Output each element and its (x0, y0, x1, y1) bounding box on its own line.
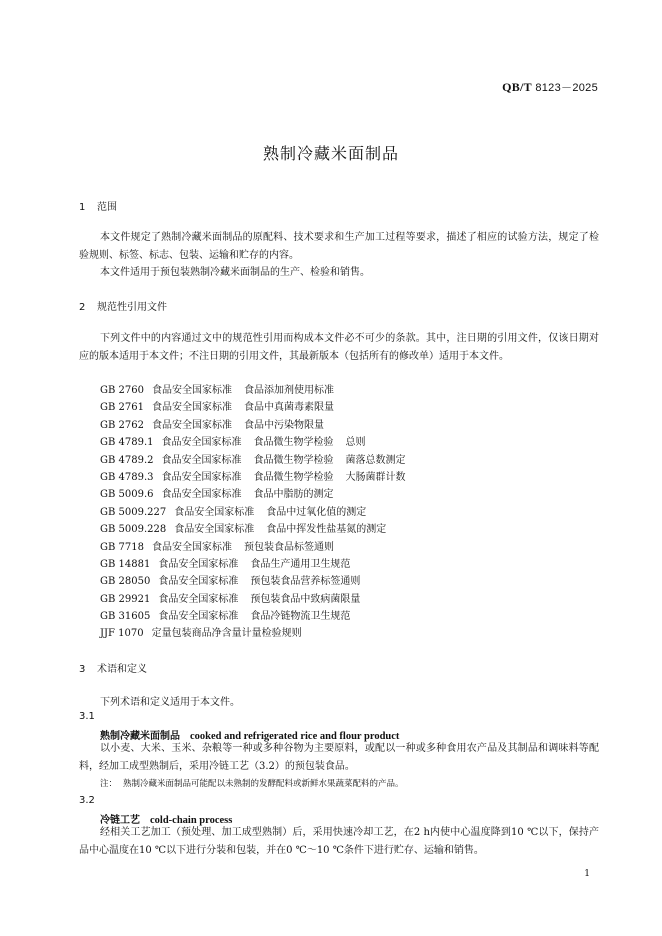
reference-code: GB 5009.228 (100, 524, 167, 536)
document-title: 熟制冷藏米面制品 (262, 144, 399, 163)
reference-item (100, 399, 406, 416)
reference-code: GB 2761 (100, 402, 144, 414)
reference-title-1: 食品安全国家标准 (161, 437, 242, 449)
reference-code: GB 7718 (100, 541, 144, 553)
reference-code: GB 31605 (100, 611, 151, 623)
reference-title-1: 食品安全国家标准 (174, 506, 255, 518)
term-3-2-number: 3.2 (79, 795, 95, 806)
reference-title-1: 定量包装商品净含量计量检验规则 (151, 628, 302, 640)
section-3-heading (79, 660, 147, 675)
reference-item (100, 504, 406, 521)
reference-title-2: 食品中污染物限量 (243, 419, 324, 431)
reference-title-3: 菌落总数测定 (345, 454, 406, 466)
reference-item (100, 556, 406, 573)
section-1-title: 范围 (97, 202, 117, 213)
standard-code: 8123－2025 (535, 82, 598, 94)
normative-reference-list (100, 382, 406, 643)
reference-title-2: 食品中挥发性盐基氮的测定 (266, 524, 387, 536)
reference-code: GB 5009.6 (100, 489, 154, 501)
term-3-2-english: cold-chain process (150, 815, 233, 826)
reference-item (100, 625, 406, 642)
reference-title-2: 食品添加剂使用标准 (243, 385, 334, 396)
term-3-1-english: cooked and refrigerated rice and flour product (190, 731, 400, 742)
reference-title-1: 食品安全国家标准 (151, 419, 232, 431)
term-3-2-definition: 经相关工艺加工（预处理、加工成型熟制）后，采用快速冷却工艺，在2 h内使中心温度降到10 ℃以下，保持产品中心温度在10 ℃以下进行分装和包装，并在0 ℃～10 ℃条件下进行贮存、运输和销售。 (79, 827, 599, 856)
reference-item (100, 521, 406, 538)
page-number: 1 (584, 869, 590, 879)
reference-title-1: 食品安全国家标准 (158, 593, 239, 605)
reference-code: GB 4789.3 (100, 471, 154, 483)
reference-item (100, 573, 406, 590)
reference-title-2: 食品生产通用卫生规范 (250, 558, 351, 570)
reference-title-2: 预包装食品标签通则 (243, 541, 334, 553)
reference-item (100, 382, 406, 399)
reference-item (100, 434, 406, 451)
section-1-paragraph-2: 本文件适用于预包装熟制冷藏米面制品的生产、检验和销售。 (100, 267, 370, 278)
reference-code: GB 14881 (100, 558, 151, 570)
reference-title-2: 食品中过氧化值的测定 (266, 506, 367, 518)
reference-item (100, 539, 406, 556)
standard-prefix: QB/T (502, 80, 532, 94)
note-label: 注： (100, 779, 118, 789)
reference-code: GB 2760 (100, 385, 144, 396)
reference-code: GB 4789.2 (100, 454, 154, 466)
reference-code: GB 2762 (100, 419, 144, 431)
reference-item (100, 608, 406, 625)
reference-code: GB 4789.1 (100, 437, 154, 449)
term-3-1-number: 3.1 (79, 711, 95, 722)
reference-title-1: 食品安全国家标准 (151, 541, 232, 553)
term-3-2-chinese: 冷链工艺 (100, 815, 140, 826)
section-1-number: 1 (79, 202, 86, 213)
reference-title-1: 食品安全国家标准 (161, 454, 242, 466)
reference-title-3: 大肠菌群计数 (345, 471, 406, 483)
reference-title-1: 食品安全国家标准 (151, 385, 232, 396)
reference-title-2: 食品中真菌毒素限量 (243, 402, 334, 414)
reference-title-2: 预包装食品中致病菌限量 (250, 593, 361, 605)
reference-item (100, 417, 406, 434)
section-2-title: 规范性引用文件 (97, 302, 167, 313)
reference-title-1: 食品安全国家标准 (161, 471, 242, 483)
section-1-heading (79, 198, 117, 213)
reference-item (100, 591, 406, 608)
section-3-title: 术语和定义 (97, 664, 147, 675)
reference-title-1: 食品安全国家标准 (174, 524, 255, 536)
reference-item (100, 452, 406, 469)
reference-title-2: 食品中脂肪的测定 (253, 489, 334, 501)
section-2-heading (79, 298, 167, 313)
reference-code: GB 29921 (100, 593, 151, 605)
reference-code: JJF 1070 (100, 628, 144, 640)
reference-title-2: 食品微生物学检验 (253, 471, 334, 483)
standard-number (502, 79, 598, 95)
reference-title-1: 食品安全国家标准 (161, 489, 242, 501)
reference-title-1: 食品安全国家标准 (158, 611, 239, 623)
reference-title-3: 总则 (345, 437, 366, 449)
term-3-1-chinese: 熟制冷藏米面制品 (100, 731, 180, 742)
reference-title-1: 食品安全国家标准 (158, 576, 239, 588)
note-text: 熟制冷藏米面制品可能配以未熟制的发酵配料或新鲜水果蔬菜配料的产品。 (123, 779, 404, 789)
reference-title-2: 食品微生物学检验 (253, 437, 334, 449)
section-1-paragraph-1: 本文件规定了熟制冷藏米面制品的原配料、技术要求和生产加工过程等要求，描述了相应的试验方法，规定了检验规则、标签、标志、包装、运输和贮存的内容。 (79, 232, 599, 261)
reference-title-1: 食品安全国家标准 (151, 402, 232, 414)
section-3-number: 3 (79, 664, 86, 675)
section-2-paragraph-1: 下列文件中的内容通过文中的规范性引用而构成本文件必不可少的条款。其中，注日期的引用文件，仅该日期对应的版本适用于本文件；不注日期的引用文件，其最新版本（包括所有的修改单）适用于本文件。 (79, 333, 599, 362)
reference-title-2: 食品冷链物流卫生规范 (250, 611, 351, 623)
reference-code: GB 28050 (100, 576, 151, 588)
term-3-1-note (100, 777, 404, 789)
reference-code: GB 5009.227 (100, 506, 167, 518)
reference-item (100, 469, 406, 486)
reference-title-2: 预包装食品营养标签通则 (250, 576, 361, 588)
term-3-1-definition: 以小麦、大米、玉米、杂粮等一种或多种谷物为主要原料，或配以一种或多种食用农产品及其制品和调味料等配料，经加工成型熟制后，采用冷链工艺（3.2）的预包装食品。 (79, 743, 599, 772)
reference-item (100, 486, 406, 503)
reference-title-2: 食品微生物学检验 (253, 454, 334, 466)
section-3-intro: 下列术语和定义适用于本文件。 (100, 697, 240, 708)
section-2-number: 2 (79, 302, 86, 313)
reference-title-1: 食品安全国家标准 (158, 558, 239, 570)
